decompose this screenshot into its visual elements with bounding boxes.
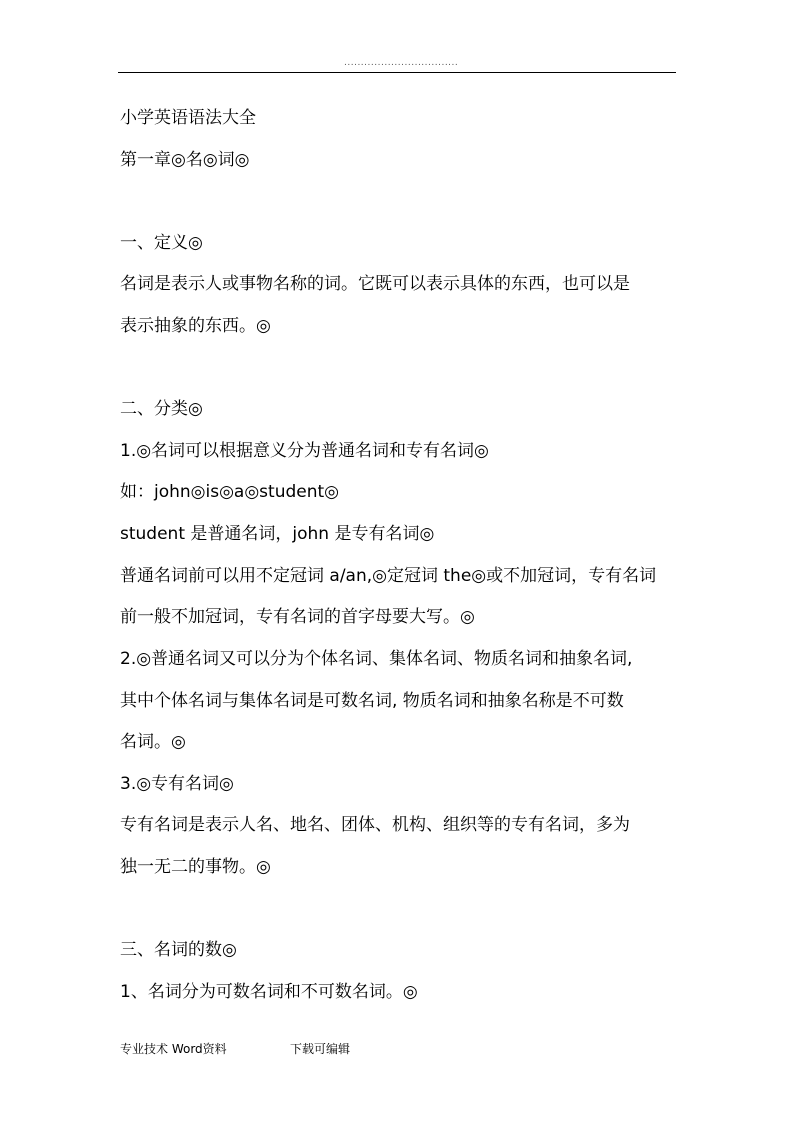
footer-left: 专业技术 Word资料 [120,1042,227,1056]
section2-explain: student 是普通名词，john 是专有名词◎ [120,524,435,544]
section2-item3: 3.◎专有名词◎ [120,774,234,794]
section1-paragraph-line2: 表示抽象的东西。◎ [120,316,271,336]
footer-right: 下载可编辑 [290,1042,351,1056]
doc-title: 小学英语语法大全 [120,108,256,128]
section1-paragraph-line1: 名词是表示人或事物名称的词。它既可以表示具体的东西，也可以是 [120,274,630,294]
section3-heading: 三、名词的数◎ [120,940,237,960]
chapter-heading: 第一章◎名◎词◎ [120,150,250,170]
section2-heading: 二、分类◎ [120,399,203,419]
header-rule [118,72,676,73]
section2-paragraph-line2: 前一般不加冠词，专有名词的首字母要大写。◎ [120,607,475,627]
section2-item3-paragraph-line1: 专有名词是表示人名、地名、团体、机构、组织等的专有名词，多为 [120,815,630,835]
section2-item3-paragraph-line2: 独一无二的事物。◎ [120,857,271,877]
section2-paragraph-line1: 普通名词前可以用不定冠词 a/an,◎定冠词 the◎或不加冠词，专有名词 [120,566,657,586]
header-dots: .................................. [344,58,459,68]
section2-item2-line3: 名词。◎ [120,732,186,752]
section2-example: 如：john◎is◎a◎student◎ [120,482,339,502]
section2-item2-line2: 其中个体名词与集体名词是可数名词, 物质名词和抽象名称是不可数 [120,691,624,711]
section1-heading: 一、定义◎ [120,233,203,253]
section2-item2-line1: 2.◎普通名词又可以分为个体名词、集体名词、物质名词和抽象名词, [120,649,633,669]
section2-item1: 1.◎名词可以根据意义分为普通名词和专有名词◎ [120,441,489,461]
section3-item1: 1、名词分为可数名词和不可数名词。◎ [120,982,418,1002]
